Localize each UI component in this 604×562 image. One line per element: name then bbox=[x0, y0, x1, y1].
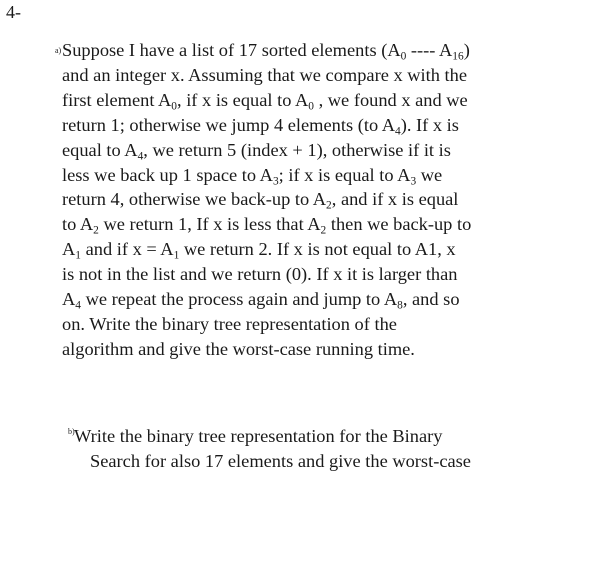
subscript: 0 bbox=[308, 100, 314, 113]
part-a-line: Suppose I have a list of 17 sorted elements ($A_0$ ---- $A_{16}$) bbox=[62, 40, 470, 63]
part-b-marker: b) bbox=[68, 427, 75, 436]
subscript: 2 bbox=[93, 224, 99, 237]
part-a-line: algorithm and give the worst-case running time. bbox=[62, 338, 415, 359]
part-a-line: first element $A_0$, if x is equal to $A_0$ , we found x and we bbox=[62, 89, 468, 113]
part-a-line: and an integer x. Assuming that we compare x with the bbox=[62, 64, 468, 85]
part-a-line: on. Write the binary tree representation of the bbox=[62, 313, 397, 334]
subscript: 0 bbox=[400, 50, 407, 63]
subscript: 4 bbox=[75, 299, 81, 312]
part-a-line: to $A_2$ we return 1, If x is less that $A_2$ then we back-up to bbox=[62, 214, 472, 237]
part-a-line: equal to $A_4$, we return 5 (index + 1), otherwise if it is bbox=[62, 139, 451, 163]
part-a-line: less we back up 1 space to $A_3$; if x is equal to $A_3$ we bbox=[62, 164, 443, 187]
part-a-line: $A_1$ and if $x = A_1$ we return 2. If x is not equal to A1, x bbox=[62, 239, 456, 262]
subscript: 4 bbox=[137, 150, 144, 163]
part-a-line: is not in the list and we return (0). If x it is larger than bbox=[62, 264, 458, 285]
part-a-line: return 4, otherwise we back-up to $A_2$, and if x is equal bbox=[62, 189, 459, 212]
subscript: 16 bbox=[452, 50, 464, 63]
part-a-line: $A_4$ we repeat the process again and jump to $A_8$, and so bbox=[62, 289, 460, 312]
subscript: 3 bbox=[272, 174, 279, 187]
subscript: 4 bbox=[395, 125, 401, 138]
part-a-line: return 1; otherwise we jump 4 elements (to $A_4$). If x is bbox=[62, 114, 459, 138]
subscript: 0 bbox=[171, 100, 177, 113]
part-b-line: Write the binary tree representation for the Binary bbox=[74, 426, 443, 446]
part-a-marker: a) bbox=[55, 46, 62, 55]
subscript: 8 bbox=[397, 299, 403, 312]
subscript: 1 bbox=[75, 249, 81, 262]
subscript: 3 bbox=[410, 174, 417, 187]
subscript: 2 bbox=[326, 199, 332, 212]
subscript: 2 bbox=[320, 224, 327, 237]
subscript: 1 bbox=[173, 249, 180, 262]
part-b-line: Search for also 17 elements and give the worst-case bbox=[90, 450, 471, 471]
question-number: 4- bbox=[6, 2, 21, 22]
